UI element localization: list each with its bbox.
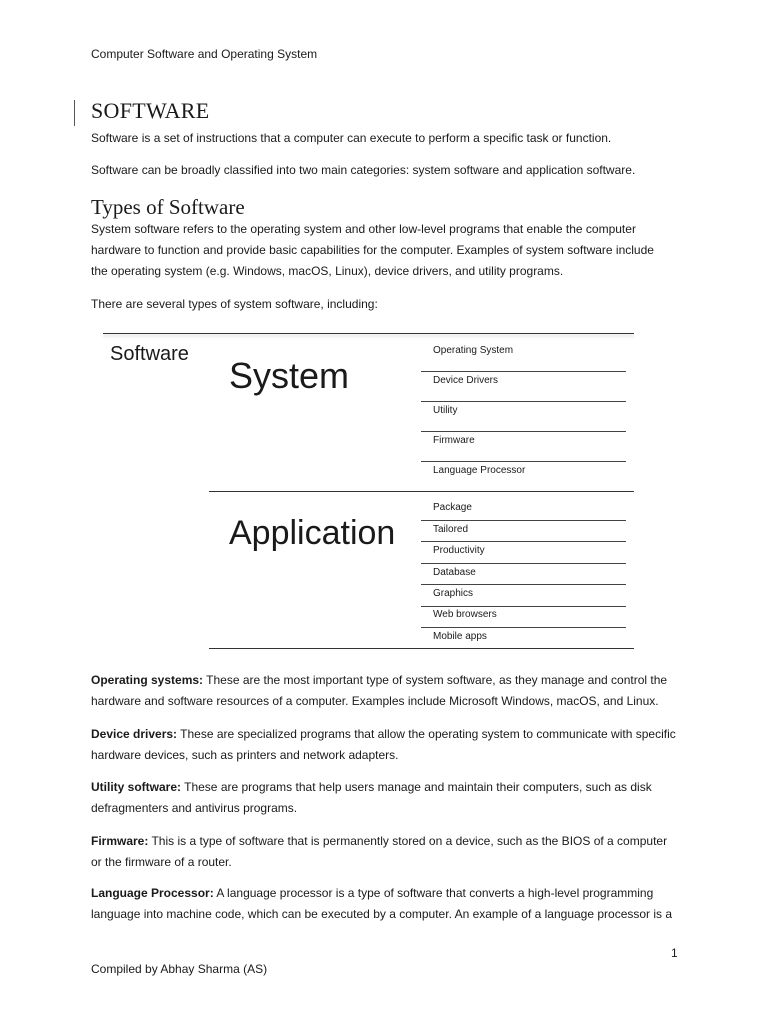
system-item: Utility [433, 405, 458, 416]
definition-operating-systems [91, 670, 691, 712]
definition-utility-software [91, 777, 691, 819]
section-heading: Types of Software [91, 195, 245, 219]
definition-line [91, 670, 691, 691]
system-software-paragraph [91, 219, 691, 282]
software-hierarchy-diagram [103, 333, 634, 651]
definition-text: These are programs that help users manage and maintain their computers, such as disk [181, 780, 652, 794]
item-separator [421, 584, 626, 585]
definition-text: A language processor is a type of software that converts a high-level programming [213, 886, 654, 900]
system-item: Device Drivers [433, 375, 499, 386]
definition-line: defragmenters and antivirus programs. [91, 801, 298, 815]
application-item: Database [433, 567, 476, 578]
definition-term: Utility software: [91, 780, 182, 794]
application-category-label: Application [229, 514, 396, 552]
definition-line: or the firmware of a router. [91, 855, 232, 869]
intro-paragraph-2: Software can be broadly classified into two main categories: system software and application software. [91, 163, 636, 177]
item-separator [421, 401, 626, 402]
intro-paragraph-1: Software is a set of instructions that a computer can execute to perform a specific task or function. [91, 131, 612, 145]
page-number: 1 [671, 946, 678, 960]
system-item: Language Processor [433, 465, 526, 476]
page-title: SOFTWARE [91, 98, 210, 123]
system-item: Firmware [433, 435, 475, 446]
definition-line: language into machine code, which can be executed by a computer. An example of a language processor is a [91, 907, 673, 921]
paragraph-line: hardware to function and provide basic capabilities for the computer. Examples of system software include [91, 243, 654, 257]
definition-line: hardware devices, such as printers and network adapters. [91, 748, 399, 762]
text-cursor [74, 100, 75, 126]
definition-term: Language Processor: [91, 886, 214, 900]
paragraph-line: System software refers to the operating system and other low-level programs that enable the computer [91, 222, 636, 236]
definition-line: hardware and software resources of a computer. Examples include Microsoft Windows, macOS, and Linux. [91, 694, 659, 708]
diagram-bottom-rule [209, 648, 634, 649]
definition-text: These are specialized programs that allow the operating system to communicate with specific [177, 727, 676, 741]
diagram-root-label: Software [110, 343, 189, 365]
diagram-top-rule [103, 333, 634, 334]
item-separator [421, 520, 626, 521]
item-separator [421, 606, 626, 607]
definition-device-drivers [91, 724, 691, 766]
item-separator [421, 627, 626, 628]
application-item: Productivity [433, 545, 485, 556]
definition-line [91, 831, 691, 852]
application-item: Web browsers [433, 609, 497, 620]
definition-text: This is a type of software that is permanently stored on a device, such as the BIOS of a computer [148, 834, 668, 848]
item-separator [421, 371, 626, 372]
item-separator [421, 461, 626, 462]
definition-term: Device drivers: [91, 727, 178, 741]
definition-term: Firmware: [91, 834, 149, 848]
application-item: Tailored [433, 524, 469, 535]
system-item: Operating System [433, 345, 514, 356]
definition-term: Operating systems: [91, 673, 204, 687]
types-lead-paragraph: There are several types of system software, including: [91, 297, 378, 311]
page-footer: Compiled by Abhay Sharma (AS) [91, 962, 268, 976]
application-item: Mobile apps [433, 631, 487, 642]
definition-firmware [91, 831, 691, 873]
item-separator [421, 431, 626, 432]
application-item: Graphics [433, 588, 474, 599]
paragraph-line: the operating system (e.g. Windows, macOS, Linux), device drivers, and utility programs. [91, 264, 564, 278]
system-category-label: System [229, 355, 350, 396]
application-item: Package [433, 502, 472, 513]
item-separator [421, 563, 626, 564]
definition-line [91, 883, 691, 904]
diagram-mid-rule [209, 491, 634, 492]
definition-language-processor [91, 883, 691, 925]
definition-line [91, 777, 691, 798]
item-separator [421, 541, 626, 542]
definition-text: These are the most important type of system software, as they manage and control the [203, 673, 668, 687]
page-header: Computer Software and Operating System [91, 47, 318, 61]
definition-line [91, 724, 691, 745]
